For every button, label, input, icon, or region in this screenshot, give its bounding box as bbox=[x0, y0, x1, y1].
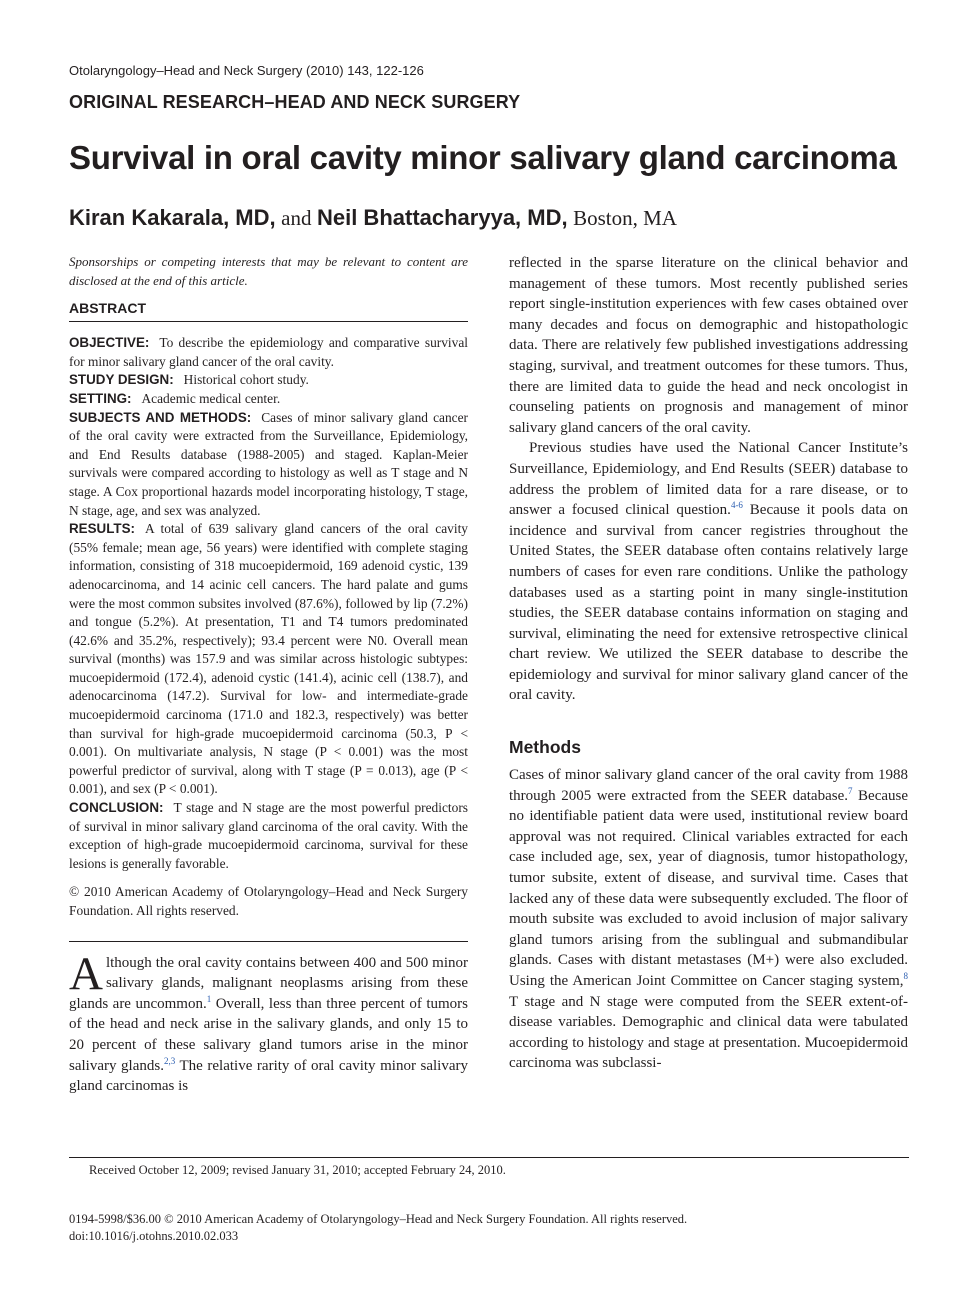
reference-link[interactable]: 7 bbox=[848, 785, 853, 796]
abstract-objective bbox=[69, 334, 468, 371]
abstract-text: Academic medical center. bbox=[141, 390, 281, 406]
body-text: Because it pools data on incidence and survival from cancer registries throughout the United States, the SEER database often contains relatively large numbers of cases for even rare conditions. Unlike the pathology databases used as a starting point in many single-institution studies, the SEER database contains information on staging and survival, eliminating the need for extensive retrospective clinical chart review. We utilized the SEER database to describe the epidemiology and survival for minor salivary gland cancer of the oral cavity. bbox=[509, 502, 909, 704]
section-type-label: ORIGINAL RESEARCH–HEAD AND NECK SURGERY bbox=[69, 92, 521, 112]
abstract-results bbox=[69, 520, 468, 799]
body-text: T stage and N stage were computed from the SEER extent-of-disease variables. Demographic and clinical data were tabulated according to histology and stage at presentation. Mucoepidermoid carcinoma was subclassi- bbox=[509, 993, 908, 1072]
author-name: Neil Bhattacharyya, MD, bbox=[316, 205, 568, 230]
footer-divider bbox=[69, 1157, 909, 1158]
received-dates: Received October 12, 2009; revised January 31, 2010; accepted February 24, 2010. bbox=[89, 1163, 506, 1177]
sponsorship-note: Sponsorships or competing interests that may be relevant to content are disclosed at the end of this article. bbox=[69, 254, 468, 288]
author-name: Kiran Kakarala, MD, bbox=[69, 205, 276, 230]
left-column bbox=[69, 253, 468, 1097]
body-paragraph: reflected in the sparse literature on the clinical behavior and management of these tumors. Most recently published series report single-institution experiences with few cases obtained over many decades and focus on demographic and histopathologic data. There are relatively few published investigations addressing staging, survival, and treatment outcomes for these tumors. Thus, there are limited data to guide the head and neck oncologist in counseling patients on prognosis and management of minor salivary gland cancers of the oral cavity. bbox=[509, 255, 908, 436]
reference-link[interactable]: 8 bbox=[903, 971, 908, 981]
intro-text: The relative rarity of oral cavity minor salivary gland carcinomas is bbox=[69, 1057, 468, 1095]
author-conjunction: and bbox=[281, 206, 312, 230]
abstract-label: RESULTS: bbox=[69, 521, 135, 537]
body-text: Because no identifiable patient data were used, institutional review board approval was not required. Clinical variables extracted for each case included age, sex, year of diagnosis, tumor histopathology, tumor subsite, extent of disease, and survival time. Cases that lacked any of these data were subsequently excluded. The floor of mouth subsite was excluded to avoid inclusion of major salivary gland tumors arising from the sublingual and submandibular glands. Cases with distant metastases (M+) were also excluded. Using the American Joint Committee on Cancer staging system, bbox=[509, 787, 908, 989]
issn-copyright: 0194-5998/$36.00 © 2010 American Academy of Otolaryngology–Head and Neck Surgery Foundation. All rights reserved. bbox=[69, 1212, 688, 1226]
author-location: Boston, MA bbox=[573, 206, 677, 230]
body-text: Previous studies have used the National Cancer Institute’s Surveillance, Epidemiology, and End Results (SEER) database to address the problem of limited data for a rare disease, or to answer a focused clinical question. bbox=[509, 440, 908, 519]
abstract-label: STUDY DESIGN: bbox=[69, 372, 174, 388]
abstract-methods bbox=[69, 409, 468, 521]
doi-link[interactable]: doi:10.1016/j.otohns.2010.02.033 bbox=[69, 1229, 239, 1243]
reference-link[interactable]: 2,3 bbox=[163, 1055, 176, 1066]
abstract-text: A total of 639 salivary gland cancers of the oral cavity (55% female; mean age, 56 years) were identified with complete staging information, consisting of 318 mucoepidermoid, 169 adenoid cystic, 139 adenocarcinoma, and 14 acinic cell cancers. The hard palate and gums were the most common subsites involved (87.6%), followed by lip (7.2%) and tongue (5.2%). At presentation, T1 and T4 tumors predominated (42.6% and 35.2%, respectively); 93.4 percent were N0. Overall mean survival (months) was 157.9 and was similar across histologic subtypes: mucoepidermoid (172.4), adenoid cystic (141.4), acinic cell (138.7), and adenocarcinoma (147.2). Survival for low- and intermediate-grade mucoepidermoid carcinoma (171.0 and 182.3, respectively) was better than survival for high-grade mucoepidermoid carcinoma (50.3, P < 0.001). On multivariate analysis, N stage (P < 0.001) was the most powerful predictor of survival, along with T stage (P = 0.013), age (P < 0.001), and sex (P < 0.001). bbox=[69, 521, 468, 797]
article-title: Survival in oral cavity minor salivary gland carcinoma bbox=[69, 139, 897, 176]
author-line bbox=[69, 205, 677, 231]
abstract-copyright: © 2010 American Academy of Otolaryngology–Head and Neck Surgery Foundation. All rights reserved. bbox=[69, 884, 468, 918]
reference-link[interactable]: 1 bbox=[206, 993, 212, 1004]
methods-heading: Methods bbox=[509, 737, 581, 758]
abstract-label: CONCLUSION: bbox=[69, 800, 164, 816]
abstract-label: OBJECTIVE: bbox=[69, 335, 150, 351]
methods-paragraph bbox=[509, 765, 908, 1074]
intro-text: lthough the oral cavity contains between 400 and 500 minor salivary glands, malignant neoplasms arising from these glands are uncommon. bbox=[69, 954, 468, 1012]
introduction-paragraph bbox=[69, 941, 468, 1097]
drop-cap: A bbox=[69, 947, 103, 1000]
abstract-text: T stage and N stage are the most powerful predictors of survival in minor salivary gland carcinoma of the oral cavity. With the exception of high-grade mucoepidermoid carcinoma, survival for these lesions is generally favorable. bbox=[69, 800, 468, 871]
abstract-text: To describe the epidemiology and comparative survival for minor salivary gland cancer of the oral cavity. bbox=[69, 335, 468, 369]
abstract-text: Cases of minor salivary gland cancer of the oral cavity were extracted from the Surveillance, Epidemiology, and End Results database (1988-2005) and staged. Kaplan-Meier survivals were compared according to histology as well as T stage and N stage. A Cox proportional hazards model incorporating histology, T stage, N stage, age, and sex was analyzed. bbox=[69, 409, 468, 518]
abstract-label: SUBJECTS AND METHODS: bbox=[69, 409, 252, 425]
abstract-setting bbox=[69, 390, 468, 409]
abstract-label: SETTING: bbox=[69, 390, 132, 406]
abstract-text: Historical cohort study. bbox=[183, 372, 309, 388]
right-column bbox=[509, 253, 908, 1074]
body-text: Cases of minor salivary gland cancer of the oral cavity from 1988 through 2005 were extracted from the SEER database. bbox=[509, 767, 908, 804]
journal-citation: Otolaryngology–Head and Neck Surgery (2010) 143, 122-126 bbox=[69, 63, 424, 78]
abstract-heading: ABSTRACT bbox=[69, 300, 468, 322]
reference-link[interactable]: 4-6 bbox=[730, 500, 743, 511]
abstract-body bbox=[69, 334, 468, 873]
intro-text: Overall, less than three percent of tumors of the head and neck arise in the salivary glands, and only 15 to 20 percent of these salivary gland tumors arise in the minor salivary glands. bbox=[69, 995, 468, 1074]
body-paragraph bbox=[509, 438, 908, 706]
abstract-study-design bbox=[69, 371, 468, 390]
abstract-conclusion bbox=[69, 799, 468, 873]
